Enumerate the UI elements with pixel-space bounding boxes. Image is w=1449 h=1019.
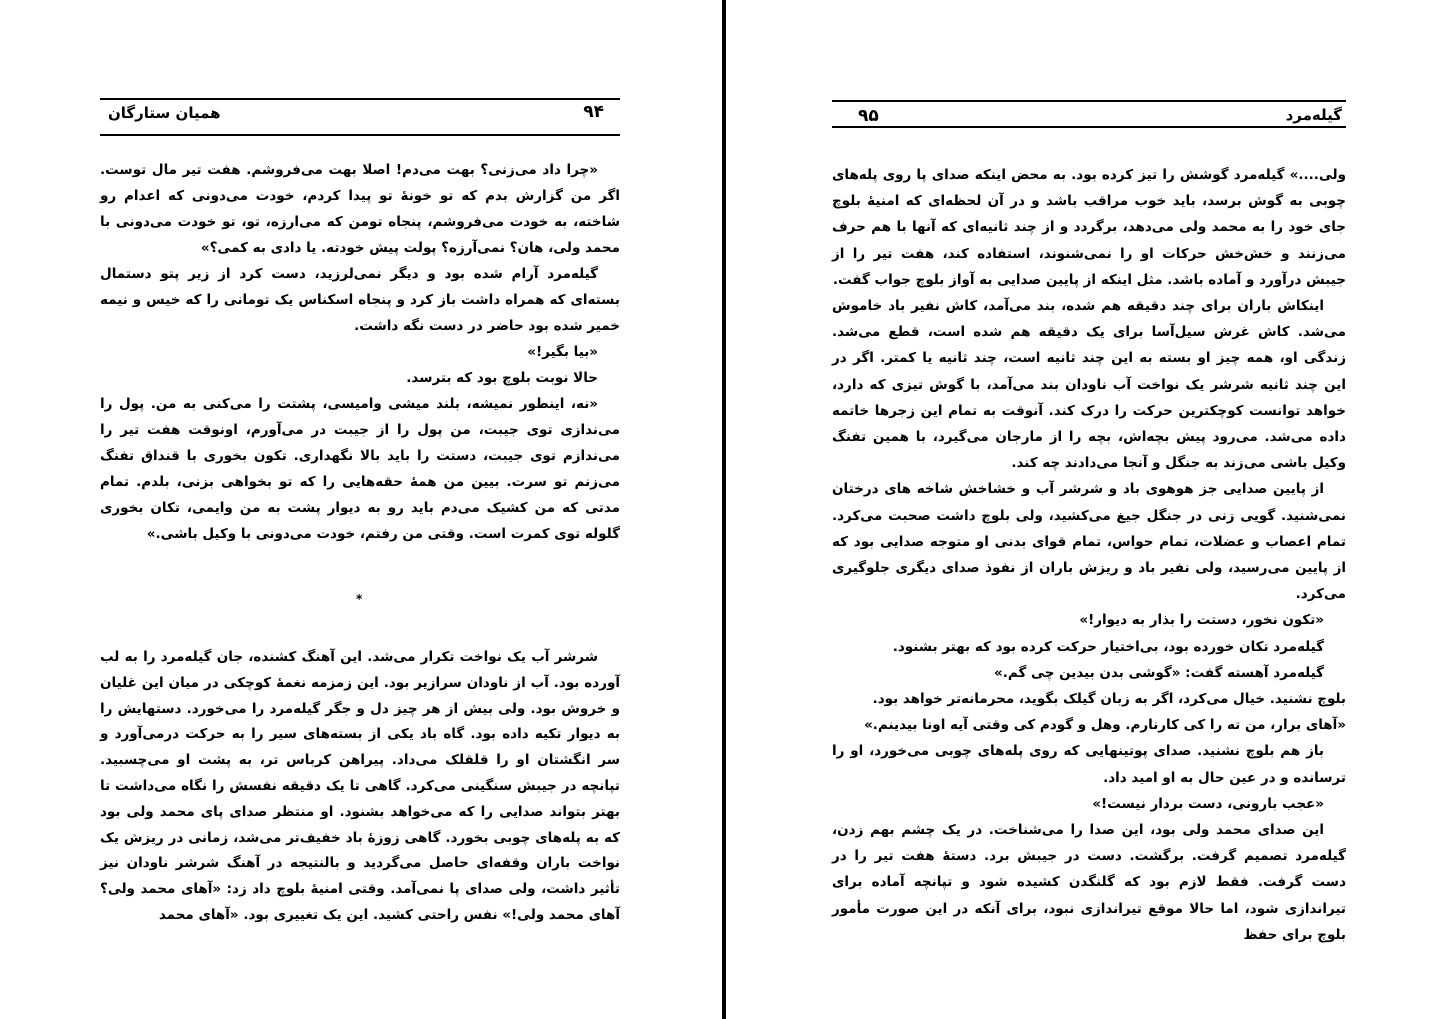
paragraph: از پایین صدایی جز هوهوی باد و شرشر آب و خشاخش شاخه های درختان نمی‌شنید. گویی زنی در جنگل جیغ می‌کشید، ولی بلوچ داشت صحبت می‌کرد. تمام اعصاب و عضلات، تمام حواس، تمام قوای بدنی او متوجه صدایی بود که از پایین می‌رسید، ولی نفیر باد و ریزش باران از نفوذ صدای دیگری جلوگیری می‌کرد. [832,481,1346,603]
paragraph: بلوچ نشنید. خیال می‌کرد، اگر به زبان گیلک بگوید، محرمانه‌تر خواهد بود. [872,691,1346,708]
paragraph: این صدای محمد ولی بود، این صدا را می‌شناخت. در یک چشم بهم زدن، گیله‌مرد تصمیم گرفت. برگشت. دست در جیبش برد. دستهٔ هفت تیر را در دست گرفت. فقط لازم بود که گلنگدن کشیده شود و تپانچه آماده برای تیراندازی شود، اما حالا موقع تیراندازی نبود، برای آنکه در این صورت مأمور بلوچ برای حفظ [832,822,1346,943]
right-page-number: ۹۵ [858,106,879,126]
paragraph: «عجب بارونی، دست بردار نیست!» [1092,795,1324,812]
left-section-1 [100,157,620,547]
paragraph: ولی....» گیله‌مرد گوشش را تیز کرده بود. به محض اینکه صدای پا روی پله‌های چوبی به گوش برسد، باید خوب مراقب باشد و در آن لحظه‌ای که امنیهٔ بلوچ جای خود را به محمد ولی می‌دهد، برگردد و از چند ثانیه‌ای که آنها با هم حرف می‌زنند و خش‌خش حرکات او را نمی‌شنوند، استفاده کند، هفت تیر را از جیبش درآورد و آماده باشد. مثل اینکه از پایین صدایی به آواز بلوچ جواب گفت. [832,167,1346,288]
paragraph: «تکون نخور، دستت را بذار به دیوار!» [1079,612,1324,629]
paragraph: «نه، اینطور نمیشه، بلند میشی وامیسی، پشتت را می‌کنی به من. پول را می‌ندازی توی جیبت، من پول را از جیبت در می‌آورم، اونوقت هفت تیر را می‌ندازم توی جیبت، دستت را باید بالا نگهداری. تکون بخوری با قنداق تفنگ می‌زنم تو سرت. بیین من همهٔ حقه‌هایی را که تو بخواهی بزنی، بلدم. تمام مدتی که من کشیک می‌دم باید رو به دیوار پشت به من وایمی، تکان بخوری گلوله توی کمرت است. وقتی من رفتم، خودت می‌دونی با وکیل باشی.» [100,396,620,542]
paragraph: اینکاش باران برای چند دقیقه هم شده، بند می‌آمد، کاش نفیر باد خاموش می‌شد. کاش غرش سیل‌آسا برای یک دقیقه هم شده است، قطع می‌شد. زندگی او، همه چیز او بسته به این چند ثانیه است، چند ثانیه یا کمتر. اگر در این چند ثانیه شرشر یک نواخت آب ناودان بند می‌آمد، با گوش تیزی که دارد، خواهد توانست کوچکترین حرکت را درک کند. آنوقت به تمام این زجرها خاتمه داده می‌شد. می‌رود پیش بچه‌اش، بچه را از مارجان می‌گیرد، با همین تفنگ وکیل باشی می‌زند به جنگل و آنجا می‌دادند چه کند. [832,298,1346,472]
paragraph: گیله‌مرد آهسته گفت: «گوشی بدن بیدین چی گم.» [994,664,1324,681]
section-separator: * [356,592,363,606]
left-page-number: ۹۴ [583,102,604,122]
right-page-header [832,100,1346,128]
paragraph: گیله‌مرد تکان خورده بود، بی‌اختیار حرکت کرده بود که بهتر بشنود. [892,638,1324,655]
left-running-title: همیان ستارگان [108,104,221,122]
right-running-title: گیله‌مرد [1285,106,1342,124]
paragraph: «آهای برار، من ته را کی کارنارم. وهل و گودم کی وقتی آیه اونا بیدینم.» [864,717,1346,734]
paragraph: باز هم بلوچ نشنید. صدای پوتینهایی که روی پله‌های چوبی می‌خورد، او را ترسانده و در عین حال به او امید داد. [832,743,1346,786]
right-section-1 [832,162,1346,948]
left-section-2 [100,645,620,929]
paragraph: گیله‌مرد آرام شده بود و دیگر نمی‌لرزید، دست کرد از زیر پتو دستمال بسته‌ای که همراه داشت باز کرد و پنجاه اسکناس یک تومانی را که خیس و نیمه خمیر شده بود حاضر در دست نگه داشت. [100,266,620,334]
left-page-header [100,98,620,136]
paragraph: «بیا بگیر!» [527,344,598,360]
paragraph: حالا نوبت بلوچ بود که بترسد. [406,370,598,386]
paragraph: شرشر آب یک نواخت تکرار می‌شد. این آهنگ کشنده، جان گیله‌مرد را به لب آورده بود. آب از ناودان سرازیر بود. این زمزمه نغمهٔ کوچکی در میان این غلیان و خروش بود. ولی بیش از هر چیز دل و جگر گیله‌مرد را می‌خورد. دستهایش را به دیوار تکیه داده بود. گاه باد یکی از بسته‌های سیر را به حرکت درمی‌آورد و سر انگشتان او را قلقلک می‌داد. پیراهن کرباس تر، به پشت او می‌چسبید. تپانچه در جیبش سنگینی می‌کرد. گاهی تا یک دقیقه نفسش را نگاه می‌داشت تا بهتر بتواند صدایی را که می‌خواهد بشنود. او منتظر صدای پای محمد ولی بود که به پله‌های چوبی بخورد. گاهی زوزهٔ باد خفیف‌تر می‌شد، زمانی در ریزش یک نواخت باران وقفه‌ای حاصل می‌گردید و بالنتیجه در آهنگ شرشر ناودان نیز تأثیر داشت، ولی صدای پا نمی‌آمد. وقتی امنیهٔ بلوچ داد زد: «آهای محمد ولی؟ آهای محمد ولی!» نفس راحتی کشید. این یک تغییری بود. «آهای محمد [100,649,620,923]
book-spine [722,0,726,1019]
paragraph: «چرا داد می‌زنی؟ بهت می‌دم! اصلا بهت می‌فروشم. هفت تیر مال توست. اگر من گزارش بدم که تو خونهٔ تو پیدا کردم، خودت می‌دونی که اعدام رو شاخته، به خودت می‌فروشم، پنجاه تومن که می‌ارزه، تو، تو خودت می‌دونی با محمد ولی، هان؟ نمی‌آرزه؟ پولت پیش خودته. یا دادی به کمی؟» [100,162,620,256]
